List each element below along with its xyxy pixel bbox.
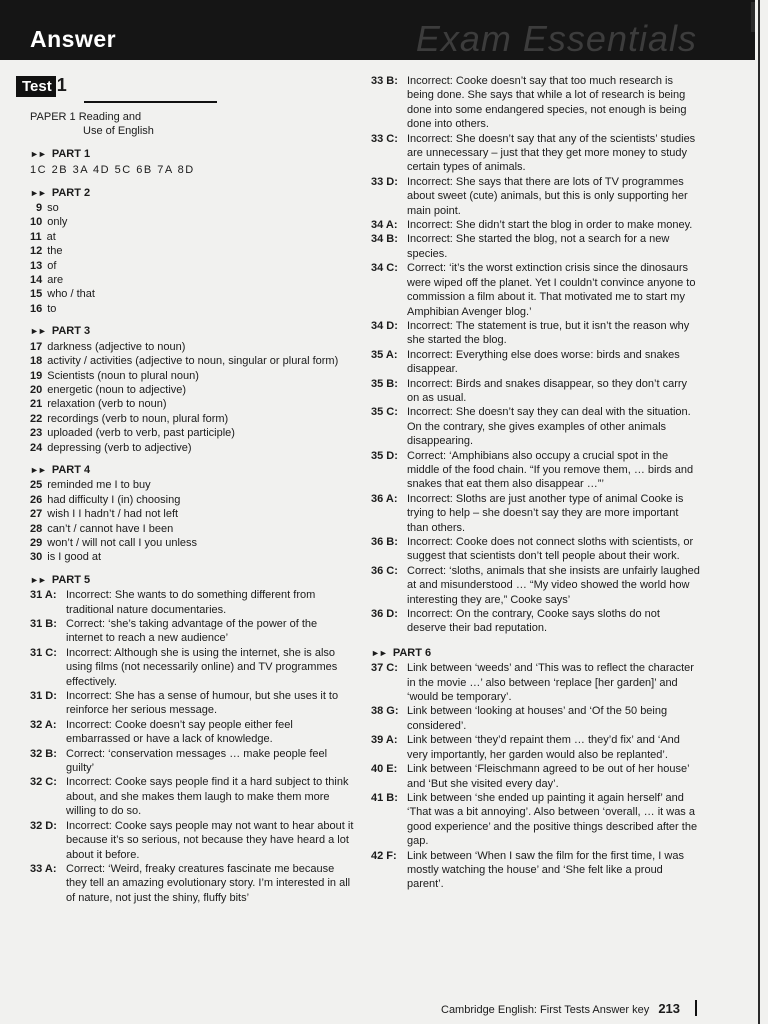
page-edge-tab: [751, 2, 755, 32]
part-4-heading: ►► PART 4: [30, 463, 91, 476]
footer-title: Cambridge English: First Tests Answer key: [441, 1004, 650, 1016]
list-item: 13 of: [30, 259, 57, 272]
list-item: 17 darkness (adjective to noun): [30, 340, 186, 353]
arrow-icon: ►►: [30, 574, 46, 585]
list-item: 12 the: [30, 245, 63, 258]
left-column: [22, 74, 355, 905]
list-item: 20 energetic (noun to adjective): [30, 383, 187, 396]
list-item: 34 B: Incorrect: She started the blog, not a search for a new species.: [371, 233, 670, 260]
list-item: 22 recordings (verb to noun, plural form): [30, 412, 229, 425]
footer-rule: [695, 1000, 697, 1016]
list-item: 39 A: Link between ‘they’d repaint them … they’d fix’ and ‘And very importantly, her garden would also be replanted’.: [371, 734, 680, 761]
list-item: 36 C: Correct: ‘sloths, animals that she insists are unfairly laughed at and misunderstood … “My video showed the world how interesting they are,” Cooke says’: [371, 564, 700, 606]
list-item: 27 wish I I hadn’t / had not left: [30, 508, 179, 521]
list-item: 11 at: [30, 230, 56, 243]
list-item: 32 C: Incorrect: Cooke says people find it a hard subject to think about, and she makes them laugh to make them more willing to do so.: [30, 776, 349, 818]
list-item: 36 B: Incorrect: Cooke does not connect sloths with scientists, or suggest that scientists don’t tell people about their work.: [371, 536, 694, 563]
list-item: 25 reminded me I to buy: [30, 479, 151, 492]
list-item: 35 D: Correct: ‘Amphibians also occupy a crucial spot in the middle of the food chain. “If you remove them, … birds and snakes that eat them also disappear …”’: [371, 449, 694, 491]
list-item: 32 B: Correct: ‘conservation messages … make people feel guilty’: [30, 747, 328, 775]
section-title: Answer: [30, 26, 117, 52]
list-item: 33 C: Incorrect: She doesn’t say that any of the scientists’ studies are unnecessary – just that they get more money to study certain types of animals.: [371, 132, 696, 174]
list-item: 10 only: [30, 216, 68, 229]
list-item: 15 who / that: [30, 288, 95, 301]
list-item: 36 D: Incorrect: On the contrary, Cooke says sloths do not deserve their bad reputation.: [371, 608, 660, 635]
part-1-answers: 1C 2B 3A 4D 5C 6B 7A 8D: [30, 164, 195, 177]
part-5-list: [30, 588, 355, 905]
list-item: 16 to: [30, 302, 57, 315]
list-item: 37 C: Link between ‘weeds’ and ‘This was to reflect the character in the movie …’ also between ‘replace [her garden]’ and ‘would be temporary’.: [371, 662, 694, 704]
page-header: [0, 0, 755, 60]
part-3-list: [30, 340, 355, 455]
list-item: 35 C: Incorrect: She doesn’t say they can deal with the situation. On the contrary, she gives examples of other animals disappearing.: [371, 406, 691, 448]
list-item: 19 Scientists (noun to plural noun): [30, 369, 199, 382]
list-item: 31 C: Incorrect: Although she is using the internet, she is also using films (not necessarily online) and TV programmes effectively.: [30, 646, 338, 688]
list-item: 23 uploaded (verb to verb, past participle): [30, 427, 235, 440]
arrow-icon: ►►: [30, 148, 46, 159]
arrow-icon: ►►: [371, 647, 387, 658]
part-4-list: [30, 478, 355, 564]
list-item: 32 A: Incorrect: Cooke doesn’t say people either feel embarrassed or have a lack of knowledge.: [30, 718, 293, 746]
list-item: 35 B: Incorrect: Birds and snakes disappear, so they don’t carry on as usual.: [371, 377, 688, 404]
list-item: 31 A: Incorrect: She wants to do something different from traditional nature documentaries.: [30, 589, 316, 616]
list-item: 14 are: [30, 274, 64, 287]
list-item: 30 is I good at: [30, 551, 102, 564]
paper-title: [30, 110, 355, 139]
list-item: 21 relaxation (verb to noun): [30, 398, 167, 411]
list-item: 28 can’t / cannot have I been: [30, 522, 174, 535]
list-item: 31 B: Correct: ‘she’s taking advantage of the power of the internet to reach a new audience’: [30, 618, 318, 645]
arrow-icon: ►►: [30, 187, 46, 198]
page-number: 213: [658, 1001, 681, 1016]
arrow-icon: ►►: [30, 464, 46, 475]
right-column: [371, 74, 701, 892]
part-2-list: [30, 201, 355, 316]
list-item: 33 A: Correct: ‘Weird, freaky creatures fascinate me because they tell an amazing evolutionary story. I’m interested in all of nature, not just the shiny, fluffy bits’: [30, 862, 351, 904]
part-6-list: [371, 661, 701, 892]
test-badge: Test: [16, 76, 56, 97]
list-item: 34 A: Incorrect: She didn’t start the blog in order to make money.: [371, 219, 693, 232]
list-item: 41 B: Link between ‘she ended up painting it again herself’ and ‘That was a bit annoying’. Also between ‘overall, … it was a good experience’ and the positive things described after the gap.: [371, 791, 698, 848]
list-item: 31 D: Incorrect: She has a sense of humour, but she uses it to reinforce her serious message.: [30, 690, 339, 717]
part-2-heading: ►► PART 2: [30, 186, 91, 199]
list-item: 35 A: Incorrect: Everything else does worse: birds and snakes disappear.: [371, 348, 680, 376]
list-item: 38 G: Link between ‘looking at houses’ and ‘Of the 50 being considered’.: [371, 705, 668, 732]
part-6-heading: ►► PART 6: [371, 646, 432, 659]
part-5-heading: ►► PART 5: [30, 573, 91, 586]
part-5-continued-list: [371, 74, 701, 636]
list-item: 29 won’t / will not call I you unless: [30, 536, 198, 549]
part-1-heading: ►► PART 1: [30, 147, 91, 160]
list-item: 9 so: [36, 202, 59, 215]
paper-line-2: Use of English: [83, 125, 154, 138]
page-edge-line: [758, 0, 760, 1024]
page-footer: [441, 1001, 680, 1016]
brand-title: Exam Essentials: [415, 18, 697, 59]
heading-rule: [84, 101, 217, 103]
list-item: 40 E: Link between ‘Fleischmann agreed to be out of her house’ and ‘But she visited every day’.: [371, 763, 690, 790]
test-heading: [16, 74, 355, 106]
list-item: 34 D: Incorrect: The statement is true, but it isn’t the reason why she started the blog.: [371, 319, 690, 347]
list-item: 34 C: Correct: ‘it’s the worst extinction crisis since the dinosaurs were wiped off the planet. Yet I couldn’t convince anyone to commission a film about it. That motivated me to start my Amphibian Avenger blog.’: [371, 262, 696, 318]
list-item: 24 depressing (verb to adjective): [30, 441, 192, 454]
paper-line-1: PAPER 1 Reading and: [30, 111, 142, 123]
list-item: 33 D: Incorrect: She says that there are lots of TV programmes about sweet (cute) animals, but this is only supporting her main point.: [371, 175, 688, 217]
list-item: 42 F: Link between ‘When I saw the film for the first time, I was mostly watching the house’ and ‘She felt like a proud parent’.: [371, 849, 684, 891]
list-item: 33 B: Incorrect: Cooke doesn’t say that too much research is being done. She says that while a lot of research is being done into some endangered species, not enough is being done into others.: [371, 75, 687, 131]
arrow-icon: ►►: [30, 326, 46, 337]
list-item: 32 D: Incorrect: Cooke says people may not want to hear about it because it’s so serious, not because they have heard a lot about it before.: [30, 819, 354, 861]
part-3-heading: ►► PART 3: [30, 325, 91, 338]
test-number: 1: [56, 75, 67, 95]
list-item: 36 A: Incorrect: Sloths are just another type of animal Cooke is trying to help – she doesn’t say they are more important than others.: [371, 492, 684, 534]
list-item: 18 activity / activities (adjective to noun, singular or plural form): [30, 355, 339, 368]
list-item: 26 had difficulty I (in) choosing: [30, 493, 181, 506]
